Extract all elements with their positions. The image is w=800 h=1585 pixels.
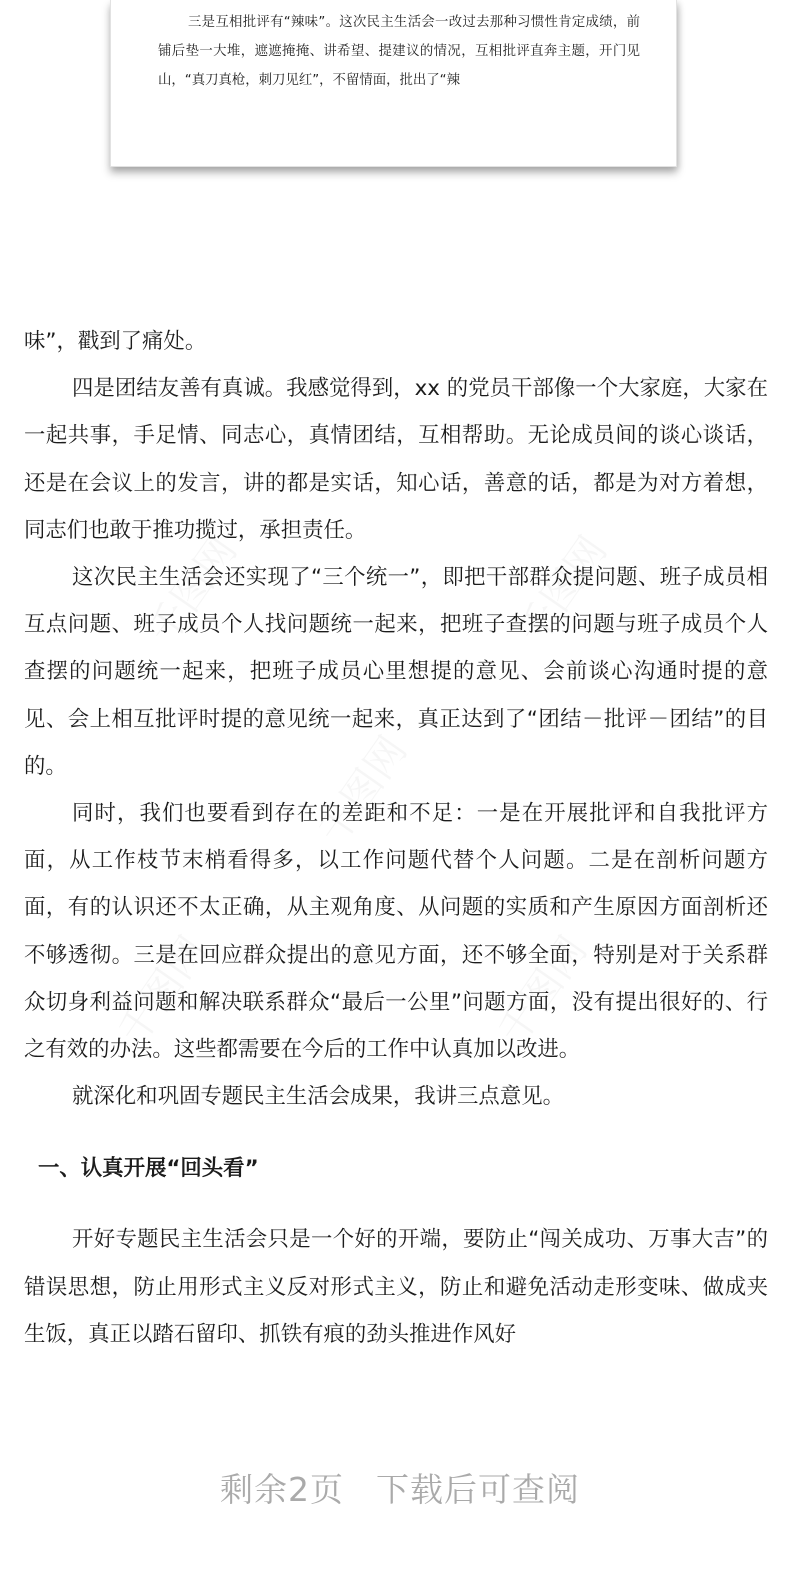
paragraph-three-unifications: 这次民主生活会还实现了“三个统一”，即把干部群众提问题、班子成员相互点问题、班子成员个人找问题统一起来，把班子查摆的问题与班子成员个人查摆的问题统一起来，把班子成员心里想提的意见、会前谈心沟通时提的意见、会上相互批评时提的意见统一起来，真正达到了“团结－批评－团结”的目的。: [24, 565, 768, 779]
document-body: [24, 318, 768, 1358]
section-heading-1: 一、认真开展“回头看”: [38, 1156, 259, 1182]
paragraph-continuation: 味”，戳到了痛处。: [24, 329, 207, 354]
page-preview-card: [110, 0, 677, 167]
remaining-pages-label: 剩余2页: [220, 1470, 344, 1509]
paragraph-three-opinions: 就深化和巩固专题民主生活会成果，我讲三点意见。: [72, 1084, 564, 1110]
download-notice[interactable]: [0, 1464, 800, 1511]
download-to-view-label: 下载后可查阅: [376, 1470, 580, 1509]
paragraph-shortcomings: 同时，我们也要看到存在的差距和不足：一是在开展批评和自我批评方面，从工作枝节末梢看得多，以工作问题代替个人问题。二是在剖析问题方面，有的认识还不太正确，从主观角度、从问题的实质和产生原因方面剖析还不够透彻。三是在回应群众提出的意见方面，还不够全面，特别是对于关系群众切身利益问题和解决联系群众“最后一公里”问题方面，没有提出很好的、行之有效的办法。这些都需要在今后的工作中认真加以改进。: [24, 801, 768, 1063]
paragraph-unity: 四是团结友善有真诚。我感觉得到，xx 的党员干部像一个大家庭，大家在一起共事，手足情、同志心，真情团结，互相帮助。无论成员间的谈心谈话，还是在会议上的发言，讲的都是实话，知心话，善意的话，都是为对方着想，同志们也敢于推功揽过，承担责任。: [24, 376, 768, 543]
preview-paragraph: 三是互相批评有“辣味”。这次民主生活会一改过去那种习惯性肯定成绩，前铺后垫一大堆，遮遮掩掩、讲希望、提建议的情况，互相批评直奔主题，开门见山，“真刀真枪，刺刀见红”，不留情面，批出了“辣: [158, 15, 640, 88]
paragraph-review: 开好专题民主生活会只是一个好的开端，要防止“闯关成功、万事大吉”的错误思想，防止用形式主义反对形式主义，防止和避免活动走形变味、做成夹生饭，真正以踏石留印、抓铁有痕的劲头推进作风好: [24, 1227, 768, 1347]
